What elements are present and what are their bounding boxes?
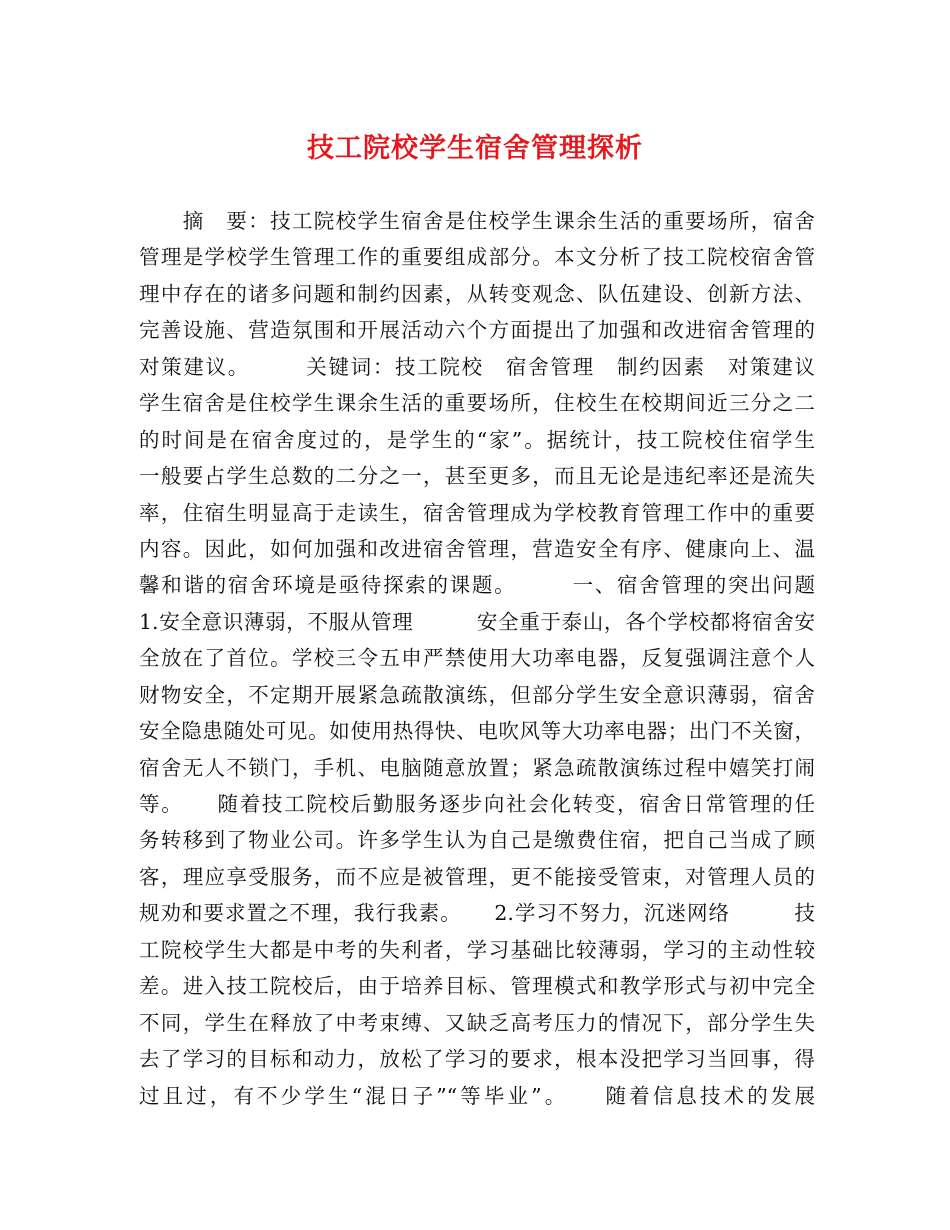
body-text-line: 宿舍无人不锁门，手机、电脑随意放置；紧急疏散演练过程中嬉笑打闹 [139,755,815,780]
body-text-line: 1.安全意识薄弱，不服从管理 安全重于泰山，各个学校都将宿舍安 [139,609,815,634]
body-text-line: 安全隐患随处可见。如使用热得快、电吹风等大功率电器；出门不关窗， [139,719,815,744]
body-text-line: 馨和谐的宿舍环境是亟待探索的课题。 一、宿舍管理的突出问题 [139,573,815,598]
body-text-line: 一般要占学生总数的二分之一，甚至更多，而且无论是违纪率还是流失 [139,464,815,489]
body-text-line: 理中存在的诸多问题和制约因素，从转变观念、队伍建设、创新方法、 [139,281,815,306]
body-text-line: 率，住宿生明显高于走读生，宿舍管理成为学校教育管理工作中的重要 [139,500,815,525]
body-text-line: 完善设施、营造氛围和开展活动六个方面提出了加强和改进宿舍管理的 [139,318,815,343]
body-text-line: 务转移到了物业公司。许多学生认为自己是缴费住宿，把自己当成了顾 [139,828,815,853]
body-text-line: 对策建议。 关键词：技工院校 宿舍管理 制约因素 对策建议 [139,354,815,379]
body-text-line: 等。 随着技工院校后勤服务逐步向社会化转变，宿舍日常管理的任 [139,792,815,816]
body-text-line: 全放在了首位。学校三令五申严禁使用大功率电器，反复强调注意个人 [139,646,815,671]
body-text-line: 内容。因此，如何加强和改进宿舍管理，营造安全有序、健康向上、温 [139,536,815,561]
body-text-line: 差。进入技工院校后，由于培养目标、管理模式和教学形式与初中完全 [139,974,815,999]
document-title: 技工院校学生宿舍管理探析 [307,133,643,164]
body-text-line: 工院校学生大都是中考的失利者，学习基础比较薄弱，学习的主动性较 [139,937,815,962]
body-text-line: 客，理应享受服务，而不应是被管理，更不能接受管束，对管理人员的 [139,864,815,889]
body-text-line: 管理是学校学生管理工作的重要组成部分。本文分析了技工院校宿舍管 [139,245,815,270]
body-text-line: 学生宿舍是住校学生课余生活的重要场所，住校生在校期间近三分之二 [139,391,815,416]
body-text-line: 财物安全，不定期开展紧急疏散演练，但部分学生安全意识薄弱，宿舍 [139,682,815,707]
body-text-line: 去了学习的目标和动力，放松了学习的要求，根本没把学习当回事，得 [139,1047,815,1072]
body-text-line: 过且过，有不少学生“混日子”“等毕业”。 随着信息技术的发展 [139,1083,815,1108]
document-body [139,203,815,1114]
body-text-line: 不同，学生在释放了中考束缚、又缺乏高考压力的情况下，部分学生失 [139,1010,815,1035]
body-text-line: 摘 要：技工院校学生宿舍是住校学生课余生活的重要场所，宿舍 [139,209,815,233]
body-text-line: 规劝和要求置之不理，我行我素。 2.学习不努力，沉迷网络 技 [139,901,815,926]
body-text-line: 的时间是在宿舍度过的，是学生的“家”。据统计，技工院校住宿学生 [139,427,815,452]
